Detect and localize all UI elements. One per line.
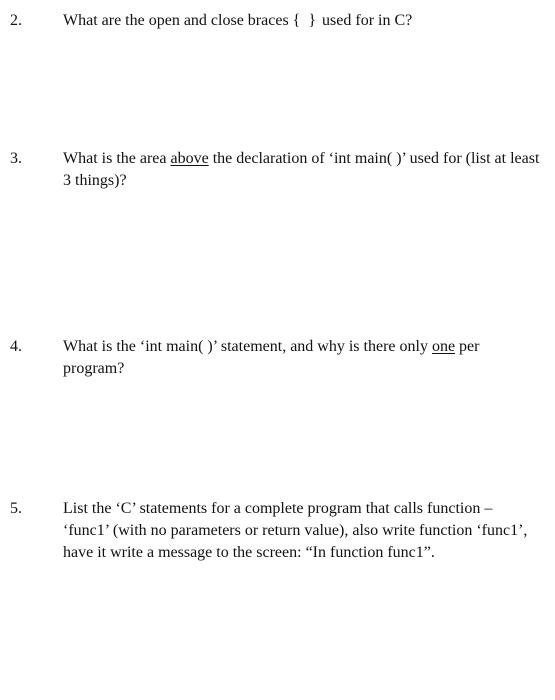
question-text	[63, 10, 541, 32]
question-text-part: the declaration of ‘int main( )’ used for (list at least 3 things)?	[63, 150, 540, 189]
question-text	[63, 336, 541, 380]
braces-symbol: { }	[292, 12, 319, 29]
underlined-word: above	[170, 150, 209, 167]
question-text-part: What are the open and close braces	[63, 12, 293, 29]
question-number: 3.	[10, 150, 22, 167]
question-text-part: What is the ‘int main( )’ statement, and why is there only	[63, 338, 432, 355]
question-text: List the ‘C’ statements for a complete program that calls function – ‘func1’ (with no parameters or return value), also write function ‘func1’, have it write a message to the screen: “In function func1”.	[63, 500, 528, 561]
question-number: 4.	[10, 338, 22, 355]
question-text-part: per program?	[63, 338, 480, 377]
question-text	[63, 148, 541, 192]
question-number: 2.	[10, 12, 22, 29]
question-text-part: What is the area	[63, 150, 171, 167]
question-text-part: used for in C?	[318, 12, 413, 29]
underlined-word: one	[431, 338, 456, 355]
question-number: 5.	[10, 500, 22, 517]
